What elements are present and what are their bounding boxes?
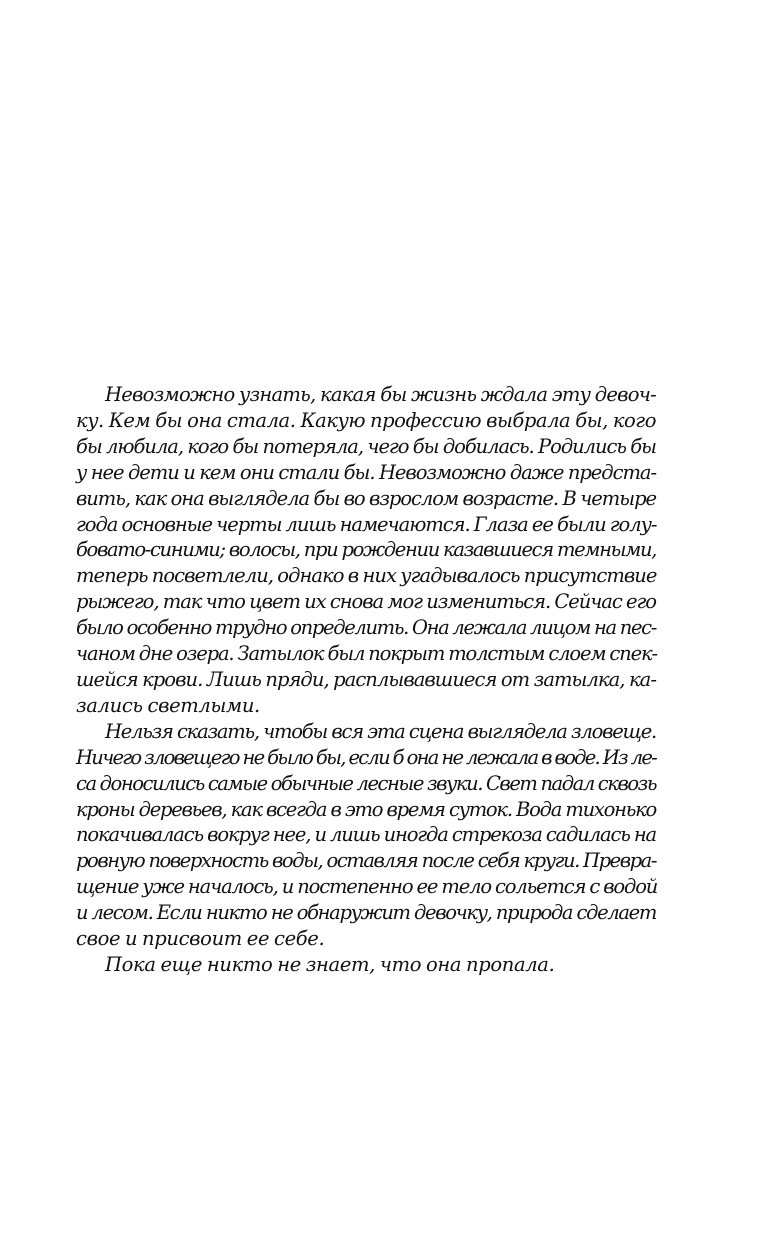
text-line: ку. Кем бы она стала. Какую профессию выбрала бы, кого: [76, 408, 656, 432]
text-line: ровную поверхность воды, оставляя после себя круги. Превра-: [76, 849, 656, 873]
text-line: было особенно трудно определить. Она лежала лицом на пес-: [76, 616, 656, 640]
text-line: Ничего зловещего не было бы, если б она не лежала в воде. Из ле-: [76, 745, 656, 769]
text-line: бовато-синими; волосы, при рождении казавшиеся темными,: [76, 538, 656, 562]
text-line: шейся крови. Лишь пряди, расплывавшиеся от затылка, ка-: [76, 667, 656, 691]
paragraph-3: [76, 952, 656, 978]
text-line: вить, как она выглядела бы во взрослом возрасте. В четыре: [76, 486, 656, 510]
text-line: щение уже началось, и постепенно ее тело сольется с водой: [76, 875, 658, 899]
text-line: свое и присвоит ее себе.: [76, 927, 325, 951]
text-line: покачивалась вокруг нее, и лишь иногда стрекоза садилась на: [76, 823, 656, 847]
text-line: Пока еще никто не знает, что она пропала.: [105, 952, 555, 976]
text-line: кроны деревьев, как всегда в это время суток. Вода тихонько: [76, 797, 656, 821]
body-text: [76, 382, 656, 978]
text-line: года основные черты лишь намечаются. Глаза ее были голу-: [76, 512, 657, 536]
text-line: у нее дети и кем они стали бы. Невозможно даже предста-: [76, 460, 656, 484]
paragraph-2: [76, 719, 656, 952]
text-line: Нельзя сказать, чтобы вся эта сцена выглядела зловеще.: [105, 719, 656, 743]
text-line: чаном дне озера. Затылок был покрыт толстым слоем спек-: [76, 642, 657, 666]
text-line: бы любила, кого бы потеряла, чего бы добилась. Родились бы: [76, 434, 656, 458]
text-line: и лесом. Если никто не обнаружит девочку, природа сделает: [76, 901, 656, 925]
paragraph-1: [76, 382, 656, 719]
text-line: теперь посветлели, однако в них угадывалось присутствие: [76, 564, 657, 588]
text-line: Невозможно узнать, какая бы жизнь ждала эту девоч-: [105, 383, 656, 406]
text-line: зались светлыми.: [76, 693, 260, 717]
text-line: рыжего, так что цвет их снова мог измениться. Сейчас его: [76, 590, 656, 614]
text-line: са доносились самые обычные лесные звуки. Свет падал сквозь: [76, 771, 656, 795]
